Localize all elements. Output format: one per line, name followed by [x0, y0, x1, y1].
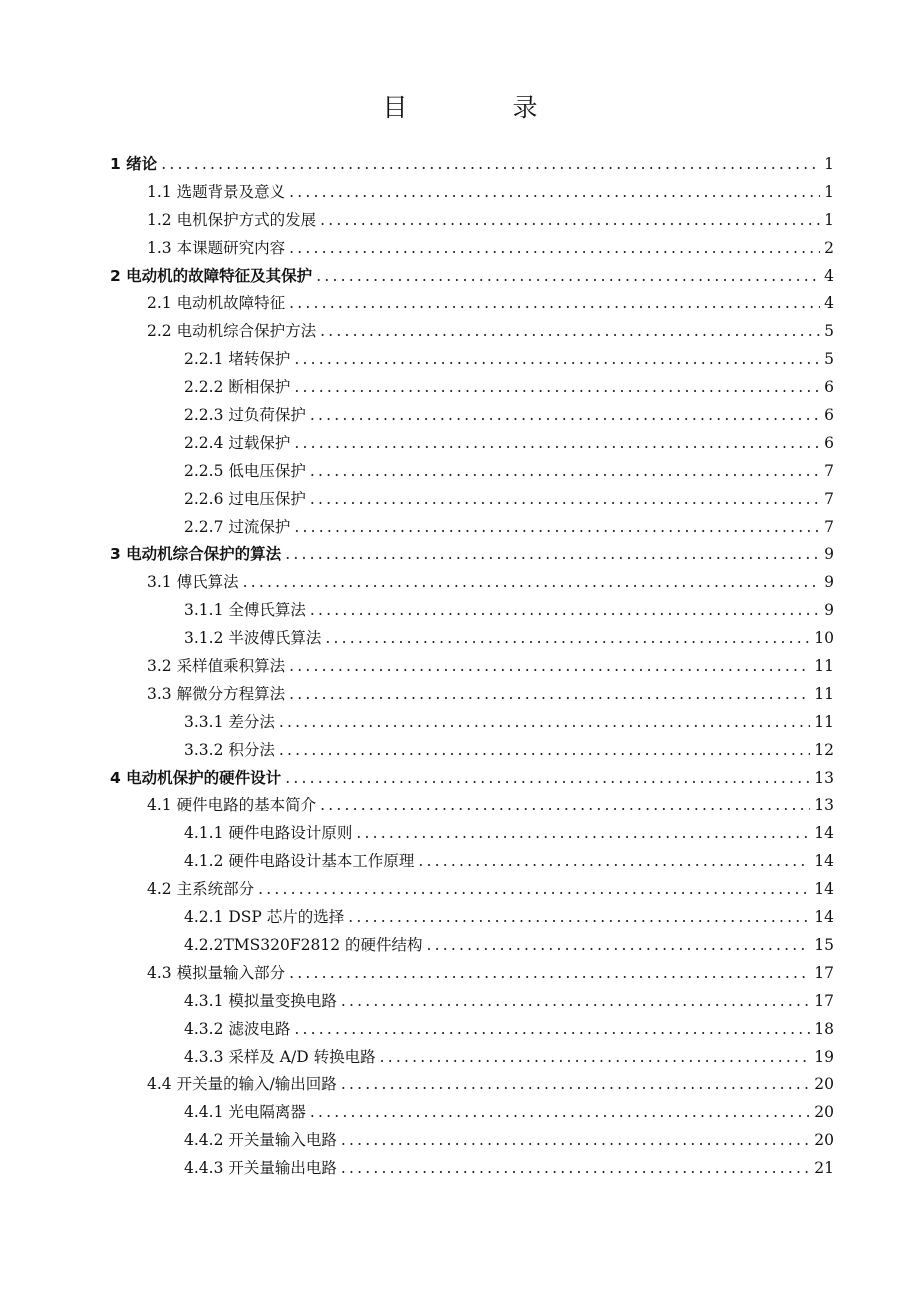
- toc-entry[interactable]: [110, 1016, 834, 1044]
- dot-leader: [341, 1127, 810, 1155]
- toc-entry-page-number: 6: [824, 433, 834, 452]
- dot-leader: [320, 207, 820, 235]
- toc-entry[interactable]: [110, 290, 834, 318]
- dot-leader: [294, 514, 820, 542]
- toc-entry-page-number: 20: [814, 1131, 834, 1150]
- dot-leader: [341, 1071, 810, 1099]
- toc-entry[interactable]: [110, 765, 834, 793]
- toc-entry-label: 4.4.2 开关量输入电路: [184, 1131, 337, 1150]
- toc-entry[interactable]: [110, 207, 834, 235]
- toc-entry-page-number: 14: [814, 824, 834, 843]
- toc-entry-label: 4.3.1 模拟量变换电路: [184, 991, 337, 1010]
- toc-entry[interactable]: [110, 792, 834, 820]
- toc-entry-page-number: 1: [824, 182, 834, 201]
- dot-leader: [161, 151, 820, 179]
- toc-entry-label: 1.1 选题背景及意义: [147, 182, 286, 201]
- toc-entry-page-number: 7: [824, 489, 834, 508]
- table-of-contents: [110, 151, 834, 1183]
- toc-entry[interactable]: [110, 1127, 834, 1155]
- dot-leader: [316, 263, 820, 291]
- dot-leader: [310, 597, 820, 625]
- dot-leader: [289, 179, 820, 207]
- toc-entry[interactable]: [110, 486, 834, 514]
- toc-entry[interactable]: [110, 625, 834, 653]
- toc-entry[interactable]: [110, 569, 834, 597]
- toc-entry[interactable]: [110, 263, 834, 291]
- toc-entry-page-number: 17: [814, 963, 834, 982]
- toc-entry-page-number: 21: [814, 1159, 834, 1178]
- dot-leader: [289, 235, 820, 263]
- toc-entry[interactable]: [110, 653, 834, 681]
- toc-entry-page-number: 11: [814, 684, 834, 703]
- toc-entry-label: 2.2.1 堵转保护: [184, 350, 291, 369]
- toc-entry-label: 4.4.1 光电隔离器: [184, 1103, 306, 1122]
- dot-leader: [279, 737, 810, 765]
- toc-entry-label: 4.3.3 采样及 A/D 转换电路: [184, 1047, 376, 1066]
- dot-leader: [320, 792, 810, 820]
- toc-entry-page-number: 13: [814, 768, 834, 787]
- toc-entry-label: 3.1.1 全傅氏算法: [184, 601, 306, 620]
- dot-leader: [310, 486, 820, 514]
- toc-entry-label: 1.3 本课题研究内容: [147, 238, 286, 257]
- toc-entry-label: 3.3 解微分方程算法: [147, 684, 286, 703]
- dot-leader: [243, 569, 821, 597]
- dot-leader: [294, 430, 820, 458]
- toc-entry-page-number: 6: [824, 378, 834, 397]
- toc-entry-page-number: 10: [814, 629, 834, 648]
- toc-entry-page-number: 5: [824, 322, 834, 341]
- dot-leader: [289, 290, 820, 318]
- toc-entry[interactable]: [110, 960, 834, 988]
- toc-entry-label: 2.2.6 过电压保护: [184, 489, 306, 508]
- toc-entry-page-number: 15: [814, 935, 834, 954]
- toc-entry-page-number: 20: [814, 1075, 834, 1094]
- dot-leader: [341, 988, 810, 1016]
- toc-entry[interactable]: [110, 876, 834, 904]
- toc-entry-label: 3.2 采样值乘积算法: [147, 657, 286, 676]
- toc-entry[interactable]: [110, 820, 834, 848]
- dot-leader: [426, 932, 810, 960]
- toc-entry-page-number: 12: [814, 740, 834, 759]
- toc-entry-page-number: 11: [814, 657, 834, 676]
- toc-entry-label: 3 电动机综合保护的算法: [110, 545, 282, 564]
- toc-entry[interactable]: [110, 374, 834, 402]
- toc-entry-page-number: 4: [824, 294, 834, 313]
- toc-entry-label: 2.2.4 过载保护: [184, 433, 291, 452]
- toc-entry[interactable]: [110, 514, 834, 542]
- toc-entry[interactable]: [110, 318, 834, 346]
- toc-entry-label: 2.2 电动机综合保护方法: [147, 322, 317, 341]
- dot-leader: [294, 1016, 810, 1044]
- toc-entry-page-number: 7: [824, 517, 834, 536]
- toc-entry-label: 4.1.1 硬件电路设计原则: [184, 824, 353, 843]
- toc-entry-page-number: 14: [814, 852, 834, 871]
- toc-entry-page-number: 6: [824, 406, 834, 425]
- dot-leader: [380, 1044, 811, 1072]
- toc-entry-page-number: 9: [824, 545, 834, 564]
- toc-entry-label: 2.2.7 过流保护: [184, 517, 291, 536]
- toc-entry-label: 3.1.2 半波傅氏算法: [184, 629, 322, 648]
- toc-entry[interactable]: [110, 402, 834, 430]
- dot-leader: [279, 709, 810, 737]
- toc-entry-label: 4.2.2TMS320F2812 的硬件结构: [184, 935, 423, 954]
- toc-entry-label: 4 电动机保护的硬件设计: [110, 768, 282, 787]
- toc-entry-label: 4.4 开关量的输入/输出回路: [147, 1075, 337, 1094]
- toc-entry-page-number: 19: [814, 1047, 834, 1066]
- toc-entry[interactable]: [110, 597, 834, 625]
- toc-entry-page-number: 2: [824, 238, 834, 257]
- toc-entry-label: 3.3.1 差分法: [184, 712, 275, 731]
- toc-entry-label: 2.2.2 断相保护: [184, 378, 291, 397]
- toc-entry-page-number: 9: [824, 573, 834, 592]
- toc-entry-label: 4.3 模拟量输入部分: [147, 963, 286, 982]
- toc-entry-page-number: 18: [814, 1019, 834, 1038]
- page-title: 目 录: [382, 93, 578, 122]
- toc-entry-page-number: 14: [814, 908, 834, 927]
- toc-entry[interactable]: [110, 346, 834, 374]
- toc-entry[interactable]: [110, 1044, 834, 1072]
- toc-entry[interactable]: [110, 932, 834, 960]
- dot-leader: [341, 1155, 810, 1183]
- toc-entry[interactable]: [110, 458, 834, 486]
- toc-entry-label: 1 绪论: [110, 155, 158, 173]
- toc-entry-label: 1.2 电机保护方式的发展: [147, 210, 317, 229]
- toc-entry[interactable]: [110, 988, 834, 1016]
- toc-entry[interactable]: [110, 235, 834, 263]
- dot-leader: [285, 541, 820, 569]
- toc-entry-page-number: 5: [824, 350, 834, 369]
- toc-entry-label: 2 电动机的故障特征及其保护: [110, 266, 313, 285]
- toc-entry[interactable]: [110, 1099, 834, 1127]
- dot-leader: [289, 653, 810, 681]
- dot-leader: [289, 681, 810, 709]
- toc-entry-page-number: 13: [814, 796, 834, 815]
- toc-entry[interactable]: [110, 681, 834, 709]
- dot-leader: [418, 848, 810, 876]
- toc-entry[interactable]: [110, 737, 834, 765]
- toc-entry-label: 4.4.3 开关量输出电路: [184, 1159, 337, 1178]
- toc-entry[interactable]: [110, 904, 834, 932]
- toc-entry[interactable]: [110, 430, 834, 458]
- dot-leader: [294, 374, 820, 402]
- toc-entry[interactable]: [110, 1155, 834, 1183]
- dot-leader: [289, 960, 810, 988]
- toc-entry-label: 2.1 电动机故障特征: [147, 294, 286, 313]
- toc-entry-page-number: 17: [814, 991, 834, 1010]
- toc-entry-page-number: 1: [824, 210, 834, 229]
- toc-entry[interactable]: [110, 848, 834, 876]
- dot-leader: [325, 625, 810, 653]
- dot-leader: [348, 904, 810, 932]
- toc-entry-label: 3.3.2 积分法: [184, 740, 275, 759]
- toc-entry-page-number: 14: [814, 880, 834, 899]
- toc-entry-page-number: 7: [824, 461, 834, 480]
- toc-entry-label: 4.1 硬件电路的基本简介: [147, 796, 317, 815]
- dot-leader: [310, 1099, 810, 1127]
- toc-entry-label: 4.2.1 DSP 芯片的选择: [184, 908, 345, 927]
- dot-leader: [285, 765, 810, 793]
- toc-entry-page-number: 20: [814, 1103, 834, 1122]
- toc-entry-page-number: 9: [824, 601, 834, 620]
- toc-entry[interactable]: [110, 179, 834, 207]
- toc-entry-page-number: 11: [814, 712, 834, 731]
- toc-entry[interactable]: [110, 541, 834, 569]
- toc-entry-label: 4.3.2 滤波电路: [184, 1019, 291, 1038]
- toc-entry-label: 4.1.2 硬件电路设计基本工作原理: [184, 852, 415, 871]
- toc-entry-label: 3.1 傅氏算法: [147, 573, 239, 592]
- toc-entry[interactable]: [110, 151, 834, 179]
- toc-entry[interactable]: [110, 709, 834, 737]
- toc-entry-label: 4.2 主系统部分: [147, 880, 255, 899]
- dot-leader: [294, 346, 820, 374]
- dot-leader: [310, 402, 820, 430]
- toc-entry[interactable]: [110, 1071, 834, 1099]
- toc-entry-label: 2.2.5 低电压保护: [184, 461, 306, 480]
- dot-leader: [320, 318, 820, 346]
- dot-leader: [310, 458, 820, 486]
- toc-entry-label: 2.2.3 过负荷保护: [184, 406, 306, 425]
- dot-leader: [356, 820, 810, 848]
- toc-entry-page-number: 4: [824, 266, 834, 285]
- toc-entry-page-number: 1: [824, 155, 834, 173]
- dot-leader: [258, 876, 810, 904]
